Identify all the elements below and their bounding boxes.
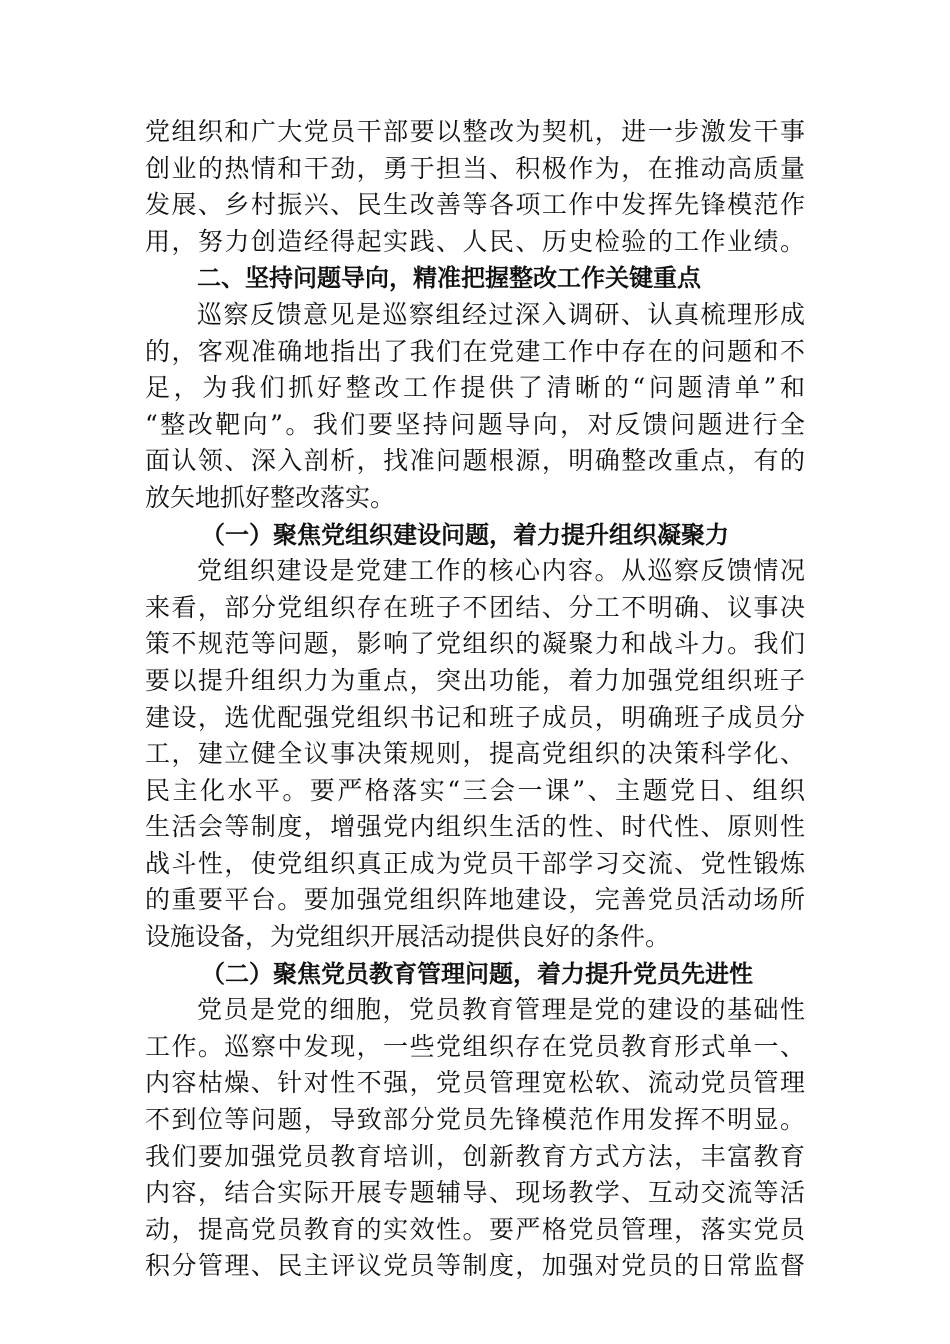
text-line: 党员是党的细胞，党员教育管理是党的建设的基础性 [197, 995, 805, 1025]
text-line: 巡察反馈意见是巡察组经过深入调研、认真梳理形成 [197, 299, 805, 329]
subsection-heading: （一）聚焦党组织建设问题，着力提升组织凝聚力 [201, 519, 729, 549]
document-page [145, 114, 805, 1285]
text-line: 我们要加强党员教育培训，创新教育方式方法，丰富教育 [145, 1141, 805, 1171]
section-heading: 二、坚持问题导向，精准把握整改工作关键重点 [197, 264, 701, 293]
text-line: 创业的热情和干劲，勇于担当、积极作为，在推动高质量 [145, 153, 805, 183]
text-line: 建设，选优配强党组织书记和班子成员，明确班子成员分 [145, 702, 805, 732]
text-line: 设施设备，为党组织开展活动提供良好的条件。 [145, 922, 671, 952]
text-line: 用，努力创造经得起实践、人民、历史检验的工作业绩。 [145, 226, 805, 256]
text-line: 动，提高党员教育的实效性。要严格党员管理，落实党员 [145, 1214, 805, 1244]
text-line: “整改靶向”。我们要坚持问题导向，对反馈问题进行全 [145, 409, 805, 439]
text-line: 战斗性，使党组织真正成为党员干部学习交流、党性锻炼 [145, 848, 805, 878]
paragraph-2 [145, 297, 805, 517]
text-line: 内容，结合实际开展专题辅导、现场教学、互动交流等活 [145, 1178, 805, 1208]
text-line: 工，建立健全议事决策规则，提高党组织的决策科学化、 [145, 739, 805, 769]
text-line: 工作。巡察中发现，一些党组织存在党员教育形式单一、 [145, 1031, 805, 1061]
text-line: 内容枯燥、针对性不强，党员管理宽松软、流动党员管理 [145, 1068, 805, 1098]
text-line: 策不规范等问题，影响了党组织的凝聚力和战斗力。我们 [145, 629, 805, 659]
text-line: 不到位等问题，导致部分党员先锋模范作用发挥不明显。 [145, 1105, 805, 1135]
paragraph-4 [145, 992, 805, 1285]
paragraph-3 [145, 553, 805, 956]
subsection-heading: （二）聚焦党员教育管理问题，着力提升党员先进性 [201, 958, 753, 988]
text-line: 的，客观准确地指出了我们在党建工作中存在的问题和不 [145, 336, 805, 366]
text-line: 面认领、深入剖析，找准问题根源，明确整改重点，有的 [145, 446, 805, 476]
text-line: 发展、乡村振兴、民生改善等各项工作中发挥先锋模范作 [145, 190, 805, 220]
text-line: 要以提升组织力为重点，突出功能，着力加强党组织班子 [145, 665, 805, 695]
paragraph-1 [145, 114, 805, 260]
text-line: 足，为我们抓好整改工作提供了清晰的“问题清单”和 [145, 373, 805, 403]
text-line: 积分管理、民主评议党员等制度，加强对党员的日常监督 [145, 1251, 805, 1281]
text-line: 放矢地抓好整改落实。 [145, 482, 396, 512]
text-line: 生活会等制度，增强党内组织生活的性、时代性、原则性 [145, 812, 805, 842]
text-line: 党组织和广大党员干部要以整改为契机，进一步激发干事 [145, 117, 805, 146]
text-line: 党组织建设是党建工作的核心内容。从巡察反馈情况 [197, 556, 805, 586]
text-line: 来看，部分党组织存在班子不团结、分工不明确、议事决 [145, 592, 805, 622]
text-line: 民主化水平。要严格落实“三会一课”、主题党日、组织 [145, 775, 805, 805]
text-line: 的重要平台。要加强党组织阵地建设，完善党员活动场所 [145, 885, 805, 915]
